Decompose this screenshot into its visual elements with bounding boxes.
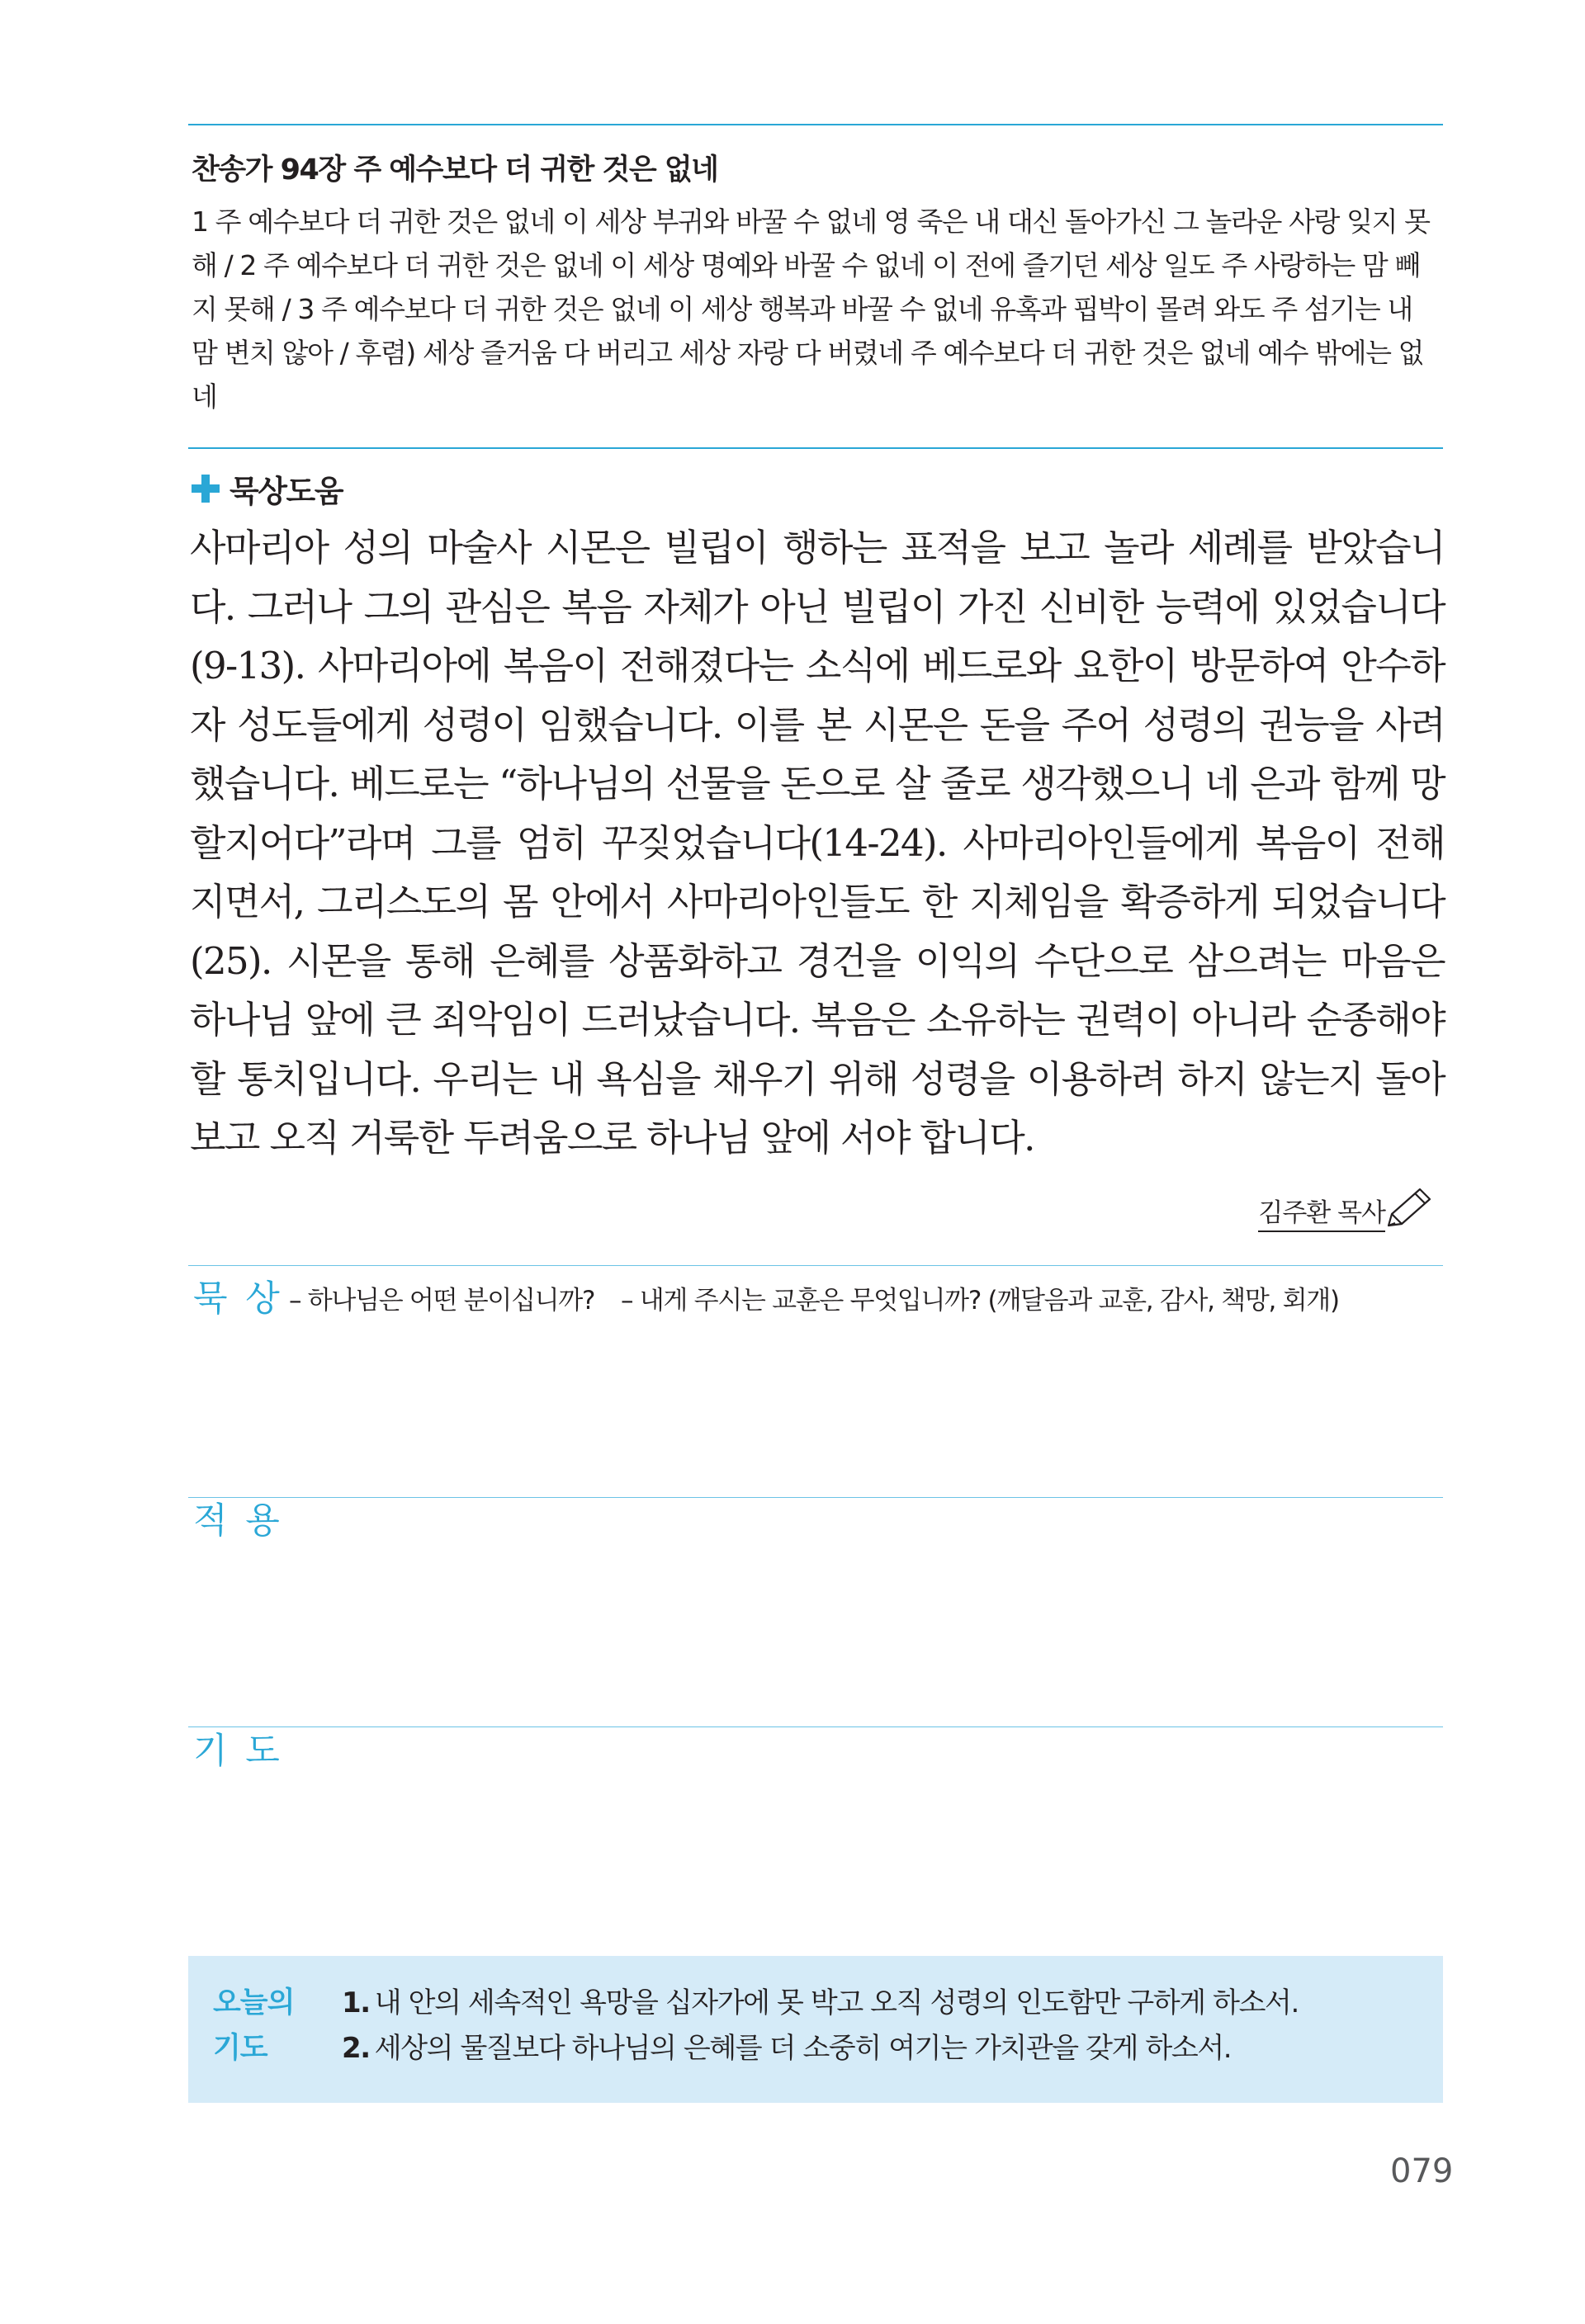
meditation-help-header: [192, 467, 343, 510]
prayer-item-text: 내 안의 세속적인 욕망을 십자가에 못 박고 오직 성령의 인도함만 구하게 하소서.: [374, 1986, 1299, 2019]
application-label: 적 용: [193, 1500, 283, 1542]
hymn-divider: [188, 447, 1443, 449]
hymn-lyrics: 1 주 예수보다 더 귀한 것은 없네 이 세상 부귀와 바꿀 수 없네 영 죽은 내 대신 돌아가신 그 놀라운 사랑 잊지 못해 / 2 주 예수보다 더 귀한 것은 없네 이 세상 명예와 바꿀 수 없네 이 전에 즐기던 세상 일도 주 사랑하는 맘 빼지 못해 / 3 주 예수보다 더 귀한 것은 없네 이 세상 행복과 바꿀 수 없네 유혹과 핍박이 몰려 와도 주 섬기는 내 맘 변치 않아 / 후렴) 세상 즐거움 다 버리고 세상 자랑 다 버렸네 주 예수보다 더 귀한 것은 없네 예수 밖에는 없네: [192, 205, 1430, 413]
hymn-title: 찬송가 94장 주 예수보다 더 귀한 것은 없네: [192, 154, 718, 187]
prayer-item-number: 1.: [342, 1986, 370, 2019]
author-name: 김주환 목사: [1258, 1192, 1385, 1232]
prayer-label: 기 도: [193, 1731, 283, 1772]
prayer-item-text: 세상의 물질보다 하나님의 은혜를 더 소중히 여기는 가치관을 갖게 하소서.: [374, 2032, 1232, 2065]
todays-prayer-list: [342, 1981, 1299, 2071]
meditation-help-title: 묵상도움: [229, 474, 343, 509]
plus-icon: [192, 475, 220, 503]
prayer-item: [342, 2026, 1299, 2071]
todays-prayer-label-line2: 기도: [213, 2032, 267, 2065]
application-divider: [188, 1497, 1443, 1498]
prayer-item: [342, 1981, 1299, 2026]
meditation-divider: [188, 1265, 1443, 1266]
pencil-icon: [1384, 1184, 1436, 1229]
author-signature: [1258, 1184, 1436, 1232]
todays-prayer-box: [188, 1956, 1443, 2103]
meditation-label: 묵 상: [193, 1278, 283, 1320]
meditation-question-1: – 하나님은 어떤 분이십니까?: [289, 1286, 595, 1316]
hymn-section: [192, 149, 1438, 418]
prayer-item-number: 2.: [342, 2032, 370, 2065]
todays-prayer-label: [213, 1981, 294, 2071]
prayer-divider: [188, 1726, 1443, 1727]
page-number: 079: [1390, 2152, 1454, 2190]
todays-prayer-label-line1: 오늘의: [213, 1986, 295, 2019]
meditation-help-body: 사마리아 성의 마술사 시몬은 빌립이 행하는 표적을 보고 놀라 세례를 받았습니다. 그러나 그의 관심은 복음 자체가 아닌 빌립이 가진 신비한 능력에 있었습니다(9-13). 사마리아에 복음이 전해졌다는 소식에 베드로와 요한이 방문하여 안수하자 성도들에게 성령이 임했습니다. 이를 본 시몬은 돈을 주어 성령의 권능을 사려 했습니다. 베드로는 “하나님의 선물을 돈으로 살 줄로 생각했으니 네 은과 함께 망할지어다”라며 그를 엄히 꾸짖었습니다(14-24). 사마리아인들에게 복음이 전해지면서, 그리스도의 몸 안에서 사마리아인들도 한 지체임을 확증하게 되었습니다(25). 시몬을 통해 은혜를 상품화하고 경건을 이익의 수단으로 삼으려는 마음은 하나님 앞에 큰 죄악임이 드러났습니다. 복음은 소유하는 권력이 아니라 순종해야 할 통치입니다. 우리는 내 욕심을 채우기 위해 성령을 이용하려 하지 않는지 돌아보고 오직 거룩한 두려움으로 하나님 앞에 서야 합니다.: [190, 526, 1445, 1160]
meditation-question-2: – 내게 주시는 교훈은 무엇입니까? (깨달음과 교훈, 감사, 책망, 회개): [621, 1286, 1339, 1316]
top-divider: [188, 124, 1443, 125]
